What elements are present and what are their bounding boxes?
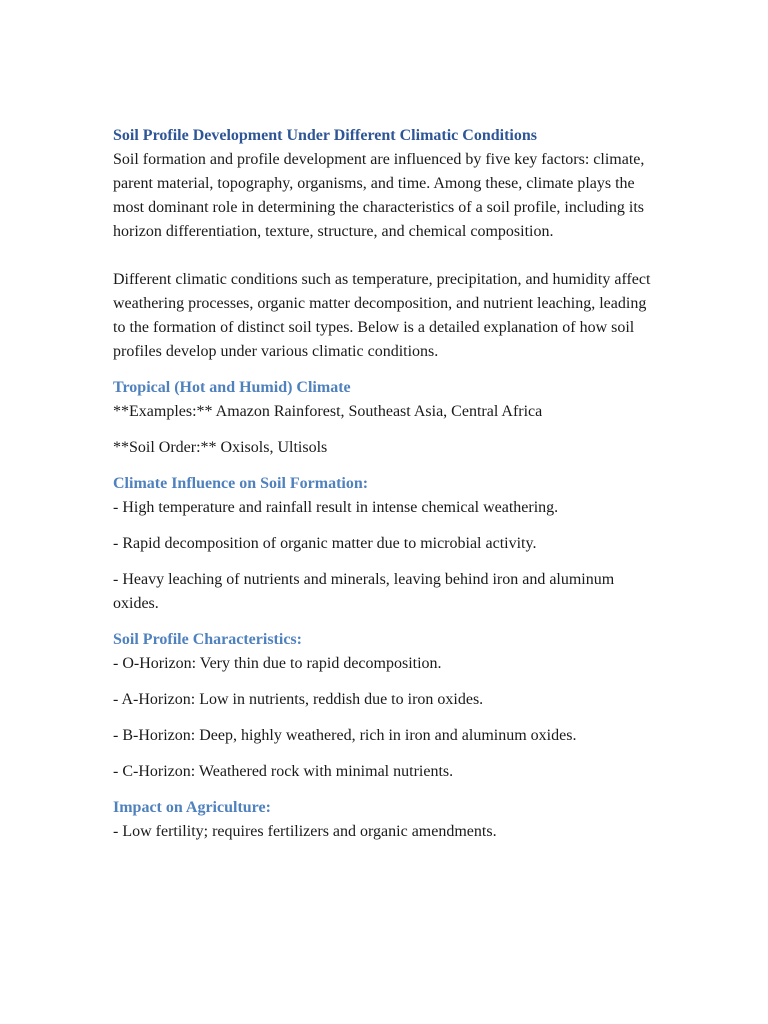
- document-page: [113, 120, 653, 844]
- list-item: - Low fertility; requires fertilizers and organic amendments.: [113, 823, 497, 840]
- list-item: - Rapid decomposition of organic matter due to microbial activity.: [113, 535, 537, 552]
- intro-paragraph-1: Soil formation and profile development are influenced by five key factors: climate, parent material, topography, organisms, and time. Among these, climate plays the most dominant role in determining the characteristics of a soil profile, including its horizon differentiation, texture, structure, and chemical composition.: [113, 151, 645, 240]
- list-item: - Heavy leaching of nutrients and minerals, leaving behind iron and aluminum oxides.: [113, 571, 615, 612]
- section-heading-profile-characteristics: Soil Profile Characteristics:: [113, 631, 302, 648]
- paragraph-spacer: [113, 244, 653, 268]
- list-item: - C-Horizon: Weathered rock with minimal nutrients.: [113, 763, 454, 780]
- list-item: - B-Horizon: Deep, highly weathered, rich in iron and aluminum oxides.: [113, 727, 577, 744]
- list-item: - O-Horizon: Very thin due to rapid decomposition.: [113, 655, 442, 672]
- intro-paragraph-2: Different climatic conditions such as temperature, precipitation, and humidity affect weathering processes, organic matter decomposition, and nutrient leaching, leading to the formation of distinct soil types. Below is a detailed explanation of how soil profiles develop under various climatic conditions.: [113, 271, 651, 360]
- examples-line: **Examples:** Amazon Rainforest, Southeast Asia, Central Africa: [113, 403, 543, 420]
- document-title: Soil Profile Development Under Different Climatic Conditions: [113, 127, 537, 144]
- list-item: - A-Horizon: Low in nutrients, reddish due to iron oxides.: [113, 691, 484, 708]
- soil-order-line: **Soil Order:** Oxisols, Ultisols: [113, 439, 328, 456]
- list-item: - High temperature and rainfall result in intense chemical weathering.: [113, 499, 559, 516]
- section-heading-agriculture: Impact on Agriculture:: [113, 799, 271, 816]
- section-heading-climate-influence: Climate Influence on Soil Formation:: [113, 475, 369, 492]
- section-heading-tropical: Tropical (Hot and Humid) Climate: [113, 379, 351, 396]
